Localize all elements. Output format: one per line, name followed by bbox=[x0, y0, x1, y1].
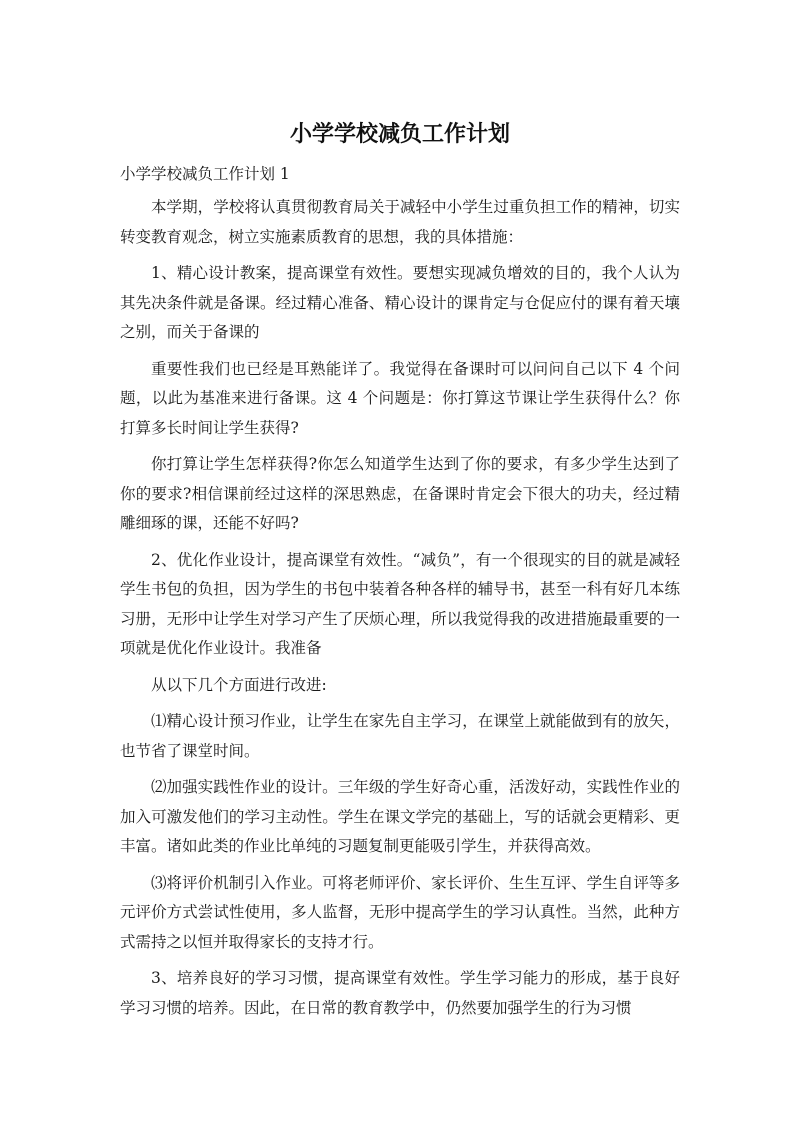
paragraph: ⑶将评价机制引入作业。可将老师评价、家长评价、生生互评、学生自评等多元评价方式尝试性使用，多人监督，无形中提高学生的学习认真性。当然，此种方式需持之以恒并取得家长的支持才行。 bbox=[120, 873, 680, 951]
document-title: 小学学校减负工作计划 bbox=[289, 122, 510, 147]
paragraph: 你打算让学生怎样获得?你怎么知道学生达到了你的要求，有多少学生达到了你的要求?相信课前经过这样的深思熟虑，在备课时肯定会下很大的功夫，经过精雕细琢的课，还能不好吗? bbox=[120, 455, 680, 532]
paragraph: 3、培养良好的学习习惯，提高课堂有效性。学生学习能力的形成，基于良好学习习惯的培养。因此，在日常的教育教学中，仍然要加强学生的行为习惯 bbox=[120, 969, 680, 1017]
paragraph: 重要性我们也已经是耳熟能详了。我觉得在备课时可以问问自己以下 4 个问题，以此为基准来进行备课。这 4 个问题是：你打算这节课让学生获得什么？你打算多长时间让学生获得? bbox=[120, 359, 680, 437]
paragraph: 本学期，学校将认真贯彻教育局关于减轻中小学生过重负担工作的精神，切实转变教育观念，树立实施素质教育的思想，我的具体措施： bbox=[120, 198, 680, 246]
paragraph: ⑴精心设计预习作业，让学生在家先自主学习，在课堂上就能做到有的放矢，也节省了课堂时间。 bbox=[120, 712, 680, 760]
paragraph: 从以下几个方面进行改进: bbox=[151, 675, 327, 694]
document-body bbox=[120, 193, 680, 1030]
paragraph: 1、精心设计教案，提高课堂有效性。要想实现减负增效的目的，我个人认为其先决条件就是备课。经过精心准备、精心设计的课肯定与仓促应付的课有着天壤之别，而关于备课的 bbox=[120, 264, 680, 341]
paragraph: 2、优化作业设计，提高课堂有效性。“减负”，有一个很现实的目的就是减轻学生书包的负担，因为学生的书包中装着各种各样的辅导书，甚至一科有好几本练习册，无形中让学生对学习产生了厌烦心理，所以我觉得我的改进措施最重要的一项就是优化作业设计。我准备 bbox=[120, 550, 680, 657]
document-subtitle: 小学学校减负工作计划 1 bbox=[120, 165, 290, 183]
paragraph: ⑵加强实践性作业的设计。三年级的学生好奇心重，活泼好动，实践性作业的加入可激发他们的学习主动性。学生在课文学完的基础上，写的话就会更精彩、更丰富。诸如此类的作业比单纯的习题复制更能吸引学生，并获得高效。 bbox=[120, 778, 680, 855]
